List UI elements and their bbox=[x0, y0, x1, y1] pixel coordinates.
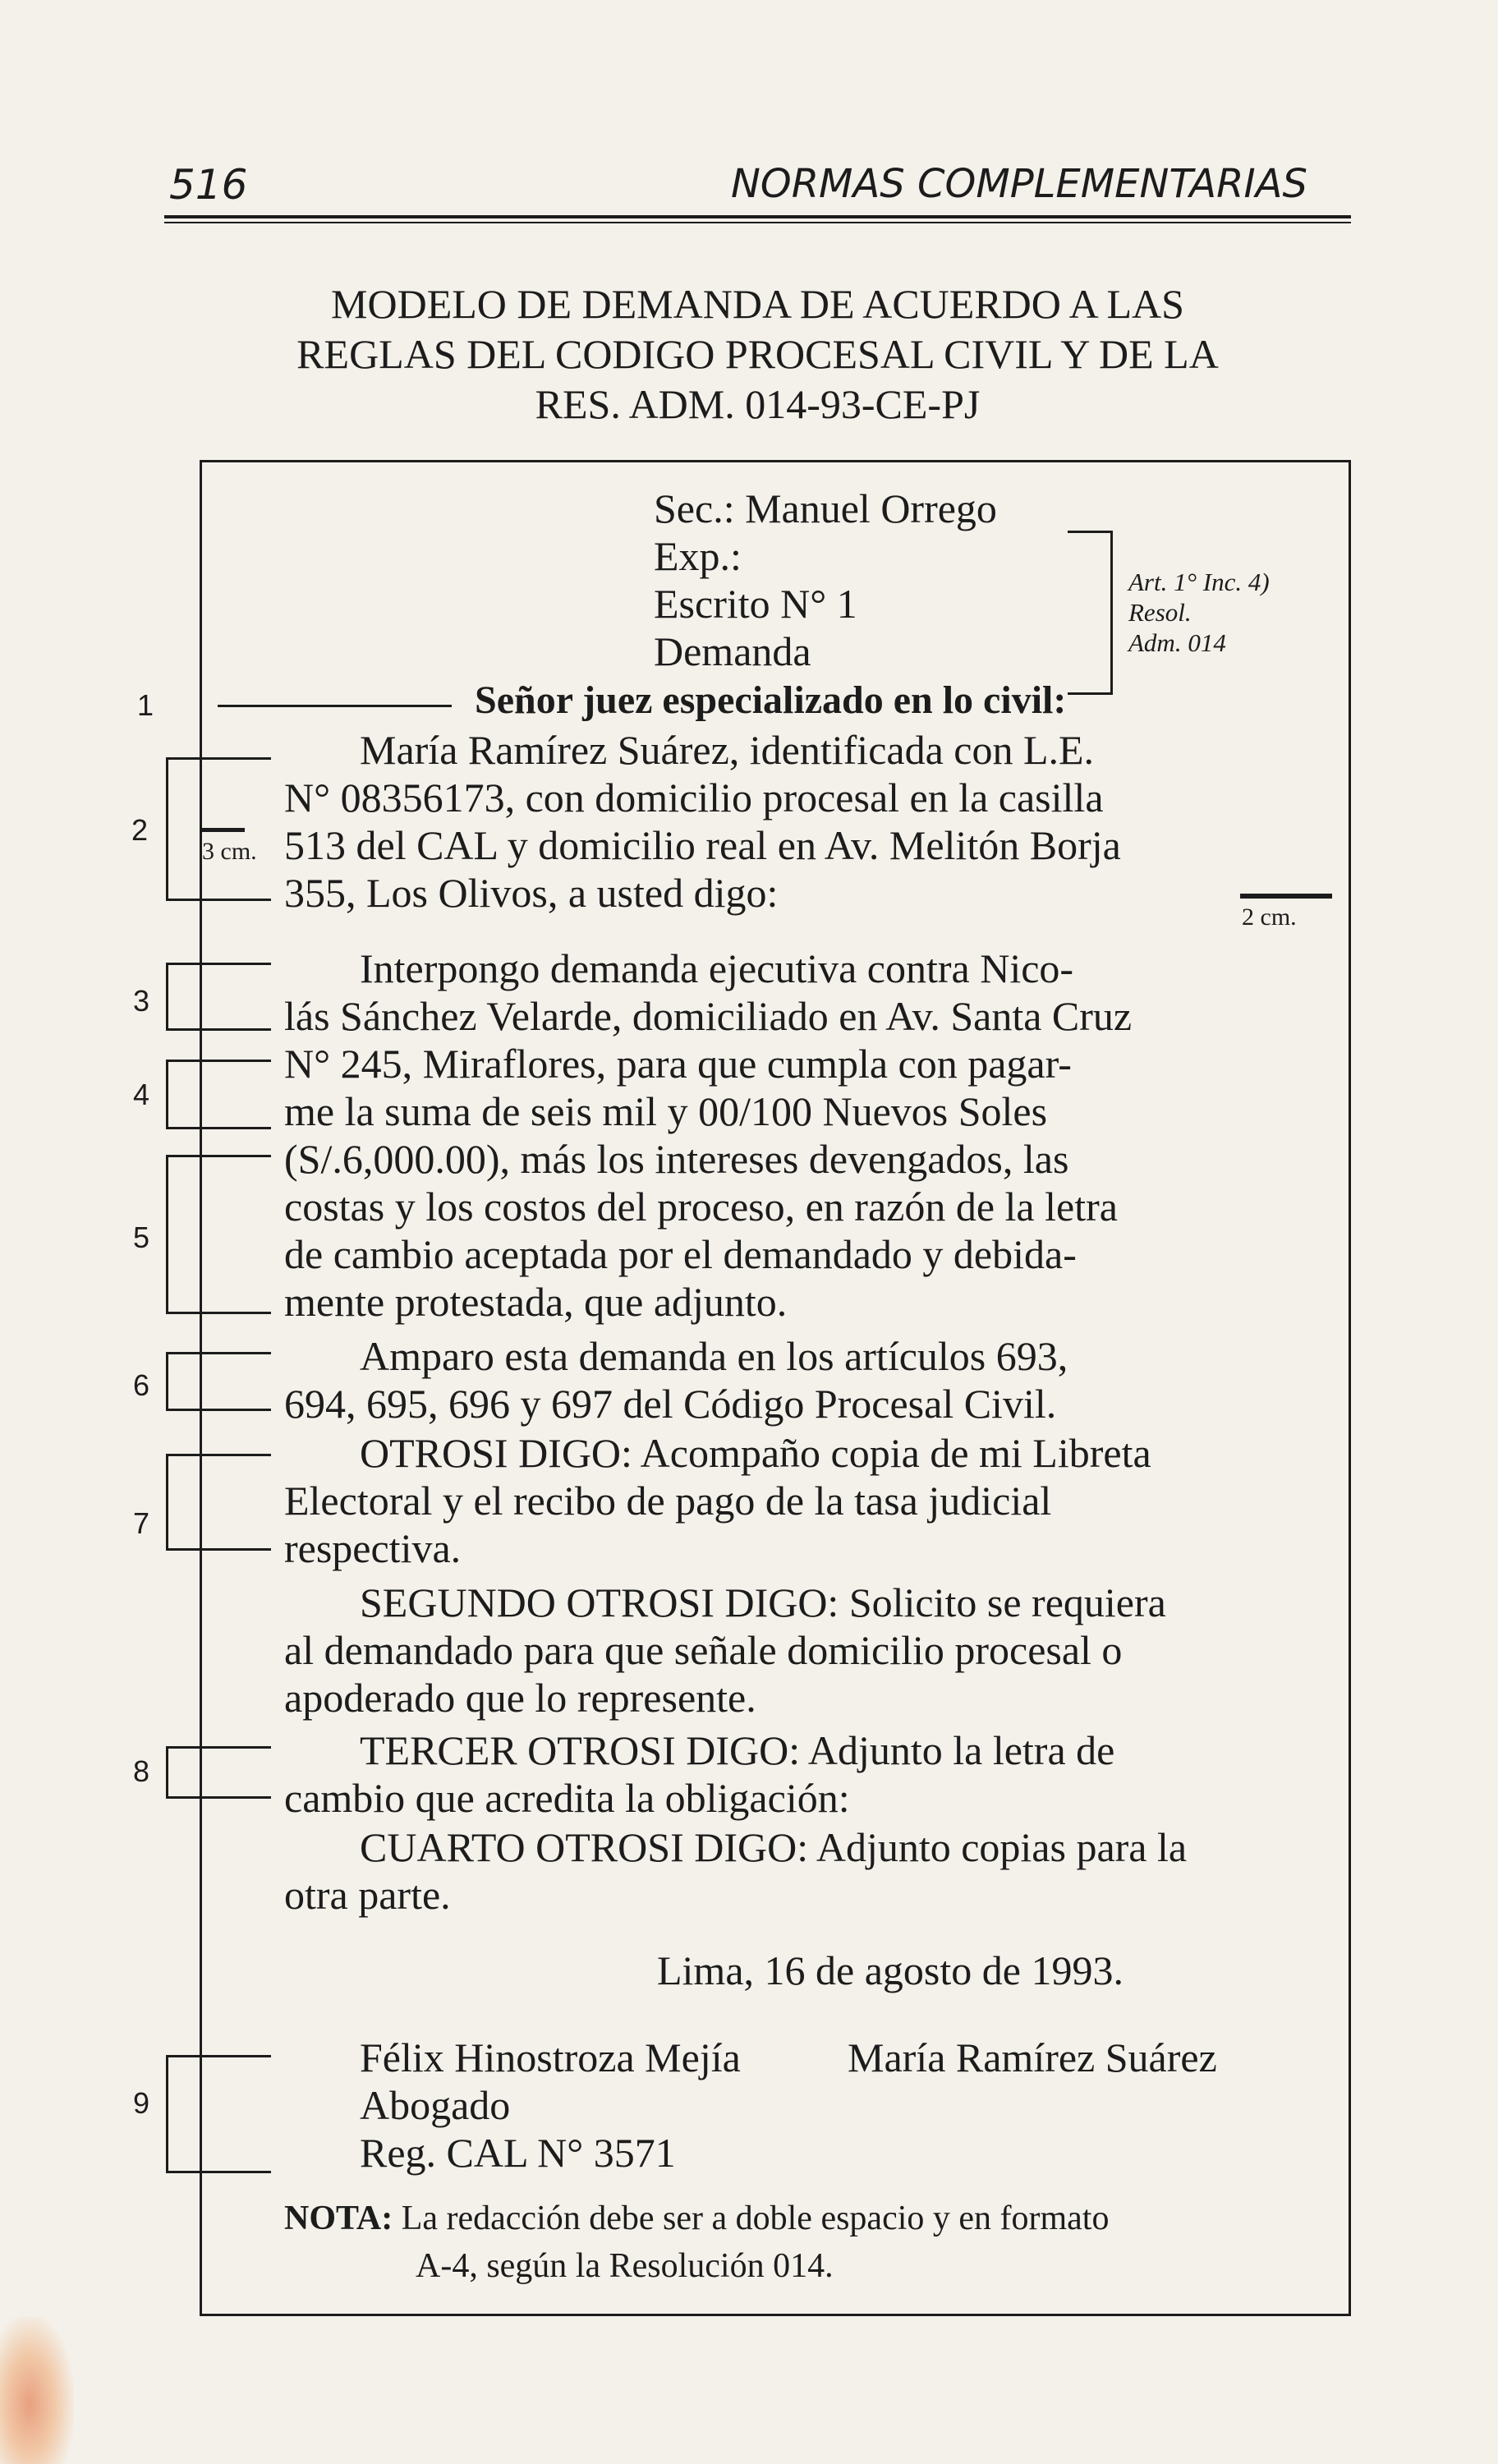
marker-6: 6 bbox=[133, 1368, 150, 1402]
marker-8-bracket-bottom bbox=[166, 1796, 271, 1799]
marker-9-bracket-top bbox=[166, 2055, 271, 2057]
marker-4-bracket bbox=[166, 1060, 168, 1129]
petition-line: N° 245, Miraflores, para que cumpla con pagar- bbox=[284, 1041, 1072, 1087]
legal-basis-line: Amparo esta demanda en los artículos 693, bbox=[360, 1333, 1068, 1379]
marker-2-bracket-top bbox=[166, 757, 271, 760]
lawyer-name: Félix Hinostroza Mejía bbox=[360, 2034, 741, 2080]
nota-text: La redacción debe ser a doble espacio y en formato bbox=[401, 2200, 1110, 2237]
sumilla-escrito: Escrito N° 1 bbox=[654, 581, 857, 627]
marker-9-bracket bbox=[166, 2055, 168, 2173]
marker-7-bracket-bottom bbox=[166, 1548, 271, 1551]
legal-basis-line: 694, 695, 696 y 697 del Código Procesal Civil. bbox=[284, 1381, 1057, 1427]
marker-2-bracket bbox=[166, 757, 168, 901]
marker-1-line bbox=[218, 705, 452, 707]
nota-line-2: A-4, según la Resolución 014. bbox=[416, 2247, 834, 2285]
place-date: Lima, 16 de agosto de 1993. bbox=[657, 1947, 1124, 1993]
petition-line: de cambio aceptada por el demandado y debida- bbox=[284, 1231, 1077, 1277]
marker-1: 1 bbox=[137, 688, 154, 722]
marker-5-bracket-bottom bbox=[166, 1312, 271, 1314]
otrosi-2-line: SEGUNDO OTROSI DIGO: Solicito se requiera bbox=[360, 1579, 1166, 1625]
sumilla-exp: Exp.: bbox=[654, 533, 742, 579]
marker-5-bracket-top bbox=[166, 1155, 271, 1157]
running-title: NORMAS COMPLEMENTARIAS bbox=[731, 161, 1307, 207]
model-title-line: RES. ADM. 014-93-CE-PJ bbox=[535, 381, 981, 427]
marker-3-bracket-top bbox=[166, 963, 271, 965]
otrosi-3-line: cambio que acredita la obligación: bbox=[284, 1775, 850, 1821]
petition-line: Interpongo demanda ejecutiva contra Nico- bbox=[360, 945, 1074, 991]
marker-3: 3 bbox=[133, 984, 150, 1018]
sumilla-note: Art. 1° Inc. 4) bbox=[1128, 568, 1270, 596]
page-number: 516 bbox=[169, 161, 248, 209]
page-stain bbox=[0, 2316, 74, 2464]
intro-line: 355, Los Olivos, a usted digo: bbox=[284, 870, 779, 916]
marker-5-bracket bbox=[166, 1155, 168, 1314]
marker-6-bracket bbox=[166, 1352, 168, 1411]
marker-4-bracket-top bbox=[166, 1060, 271, 1062]
marker-3-bracket-bottom bbox=[166, 1028, 271, 1031]
marker-5: 5 bbox=[133, 1221, 150, 1254]
model-title-line: MODELO DE DEMANDA DE ACUERDO A LAS bbox=[331, 281, 1184, 327]
marker-2: 2 bbox=[131, 813, 149, 847]
marker-8: 8 bbox=[133, 1754, 150, 1788]
right-margin-label: 2 cm. bbox=[1242, 903, 1297, 931]
left-margin-mark bbox=[202, 828, 245, 832]
marker-9: 9 bbox=[133, 2086, 150, 2120]
otrosi-2-line: apoderado que lo represente. bbox=[284, 1675, 756, 1721]
model-title bbox=[164, 279, 1351, 430]
nota-label: NOTA: bbox=[284, 2200, 393, 2237]
petition-line: costas y los costos del proceso, en razón de la letra bbox=[284, 1184, 1118, 1230]
marker-9-bracket-bottom bbox=[166, 2171, 271, 2173]
petition-line: mente protestada, que adjunto. bbox=[284, 1279, 788, 1325]
lawyer-title: Abogado bbox=[360, 2082, 511, 2128]
marker-7-bracket bbox=[166, 1454, 168, 1551]
marker-7-bracket-top bbox=[166, 1454, 271, 1456]
sumilla-demanda: Demanda bbox=[654, 628, 811, 674]
plaintiff-name: María Ramírez Suárez bbox=[848, 2034, 1217, 2080]
sumilla-sec: Sec.: Manuel Orrego bbox=[654, 485, 997, 531]
intro-line: María Ramírez Suárez, identificada con L.E. bbox=[360, 727, 1095, 773]
header-rule-thin bbox=[164, 222, 1351, 223]
right-margin-mark bbox=[1240, 894, 1332, 899]
sumilla-note: Resol. bbox=[1128, 598, 1192, 627]
lawyer-registration: Reg. CAL N° 3571 bbox=[360, 2130, 676, 2176]
sumilla-note: Adm. 014 bbox=[1128, 628, 1226, 657]
otrosi-1-line: Electoral y el recibo de pago de la tasa judicial bbox=[284, 1478, 1052, 1524]
otrosi-3-line: TERCER OTROSI DIGO: Adjunto la letra de bbox=[360, 1727, 1115, 1773]
petition-line: (S/.6,000.00), más los intereses devengados, las bbox=[284, 1136, 1069, 1182]
marker-3-bracket bbox=[166, 963, 168, 1031]
addressee: Señor juez especializado en lo civil: bbox=[475, 678, 1067, 722]
marker-8-bracket-top bbox=[166, 1746, 271, 1749]
sumilla-bracket bbox=[1110, 531, 1113, 695]
marker-4-bracket-bottom bbox=[166, 1127, 271, 1129]
intro-line: N° 08356173, con domicilio procesal en la casilla bbox=[284, 775, 1104, 821]
otrosi-4-line: CUARTO OTROSI DIGO: Adjunto copias para la bbox=[360, 1824, 1188, 1870]
left-margin-label: 3 cm. bbox=[202, 838, 257, 865]
sumilla-bracket-top bbox=[1068, 531, 1113, 533]
intro-line: 513 del CAL y domicilio real en Av. Melitón Borja bbox=[284, 822, 1121, 868]
otrosi-2-line: al demandado para que señale domicilio procesal o bbox=[284, 1627, 1123, 1673]
nota-line-1 bbox=[284, 2195, 1109, 2242]
model-title-line: REGLAS DEL CODIGO PROCESAL CIVIL Y DE LA bbox=[296, 331, 1219, 377]
petition-line: lás Sánchez Velarde, domiciliado en Av. Santa Cruz bbox=[284, 993, 1133, 1039]
marker-2-bracket-bottom bbox=[166, 899, 271, 901]
otrosi-4-line: otra parte. bbox=[284, 1872, 451, 1918]
marker-6-bracket-top bbox=[166, 1352, 271, 1354]
otrosi-1-line: respectiva. bbox=[284, 1525, 462, 1571]
header-rule bbox=[164, 215, 1351, 218]
marker-4: 4 bbox=[133, 1078, 150, 1111]
otrosi-1-line: OTROSI DIGO: Acompaño copia de mi Libreta bbox=[360, 1430, 1151, 1476]
marker-6-bracket-bottom bbox=[166, 1409, 271, 1411]
marker-8-bracket bbox=[166, 1746, 168, 1799]
petition-line: me la suma de seis mil y 00/100 Nuevos Soles bbox=[284, 1088, 1048, 1134]
marker-7: 7 bbox=[133, 1506, 150, 1540]
sumilla-bracket-bottom bbox=[1068, 692, 1113, 695]
